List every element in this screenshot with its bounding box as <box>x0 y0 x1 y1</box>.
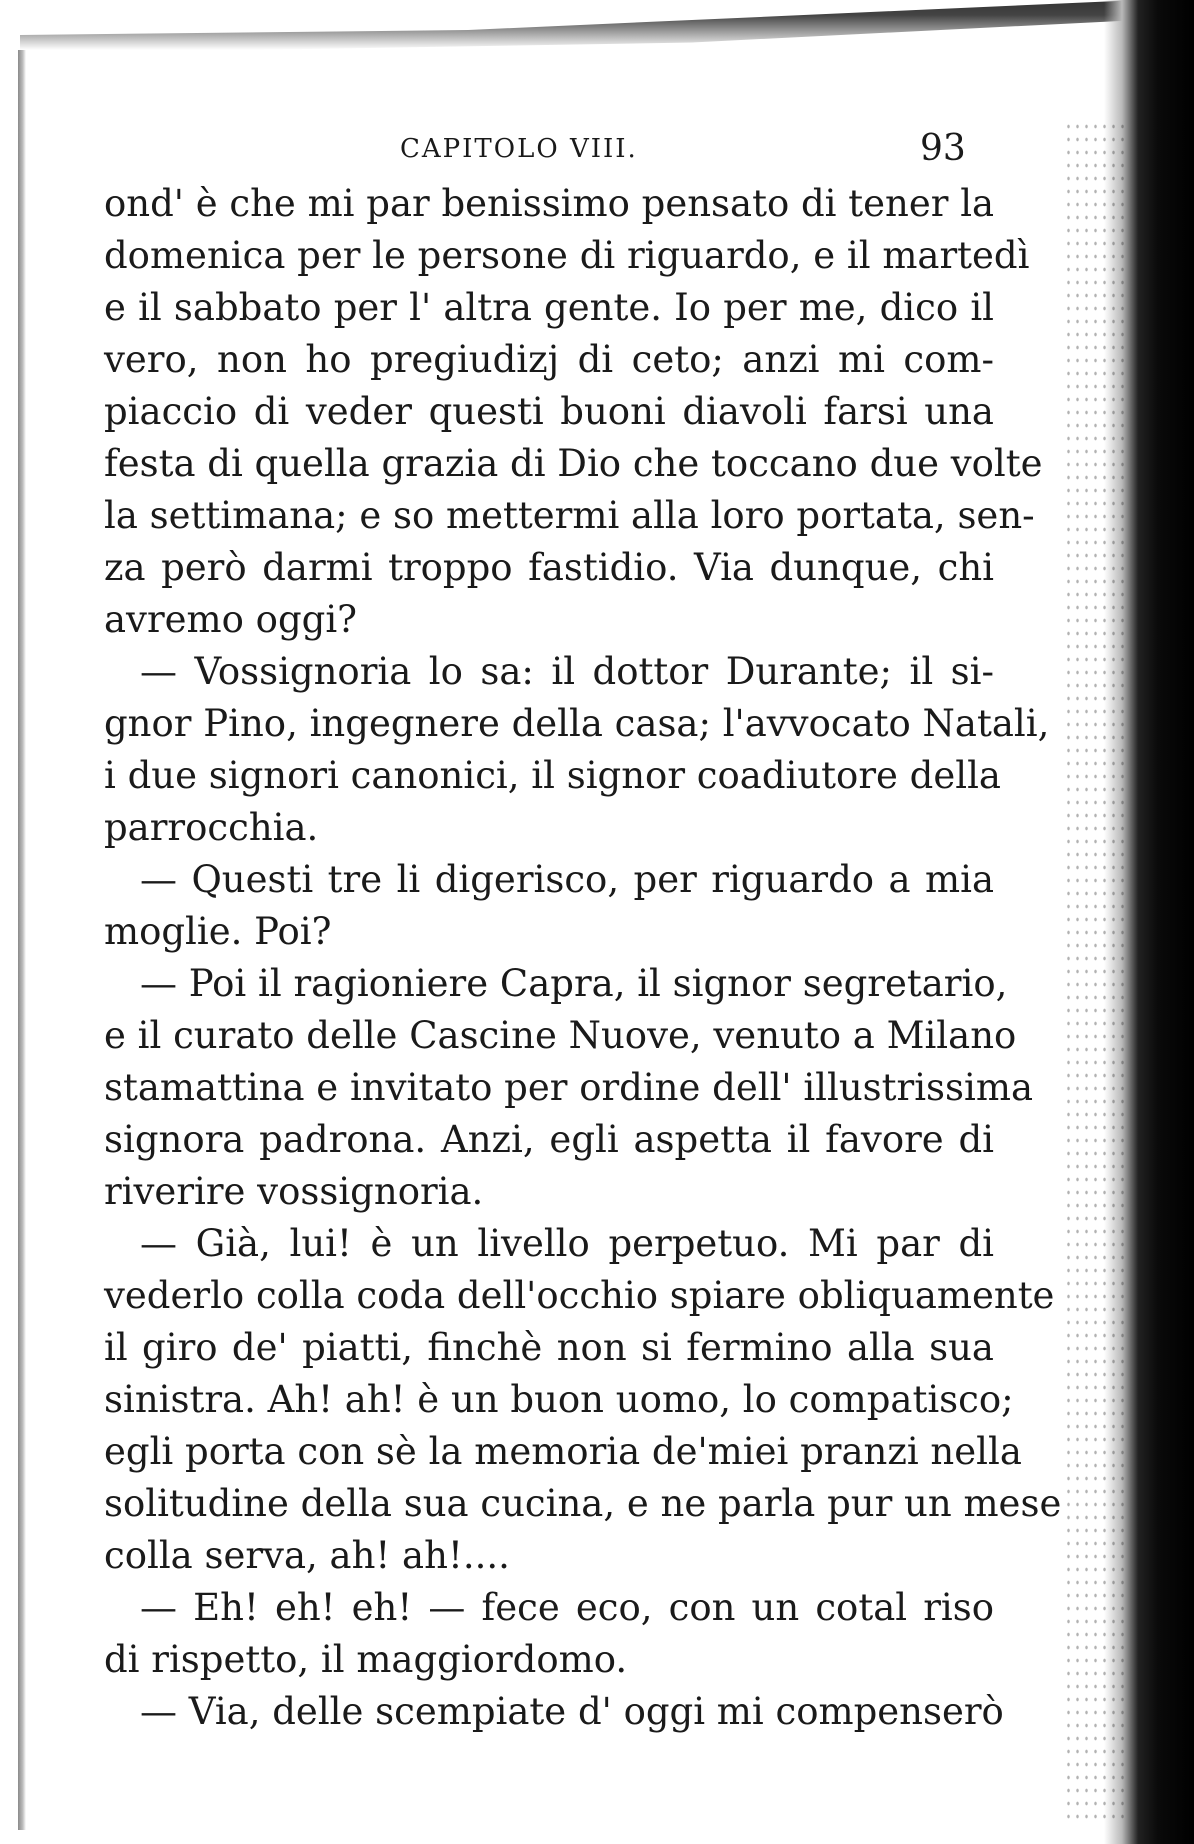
text-line: e il sabbato per l' altra gente. Io per me, dico il <box>104 286 994 329</box>
text-line: parrocchia. <box>104 806 319 849</box>
text-line: piaccio di veder questi buoni diavoli farsi una <box>104 390 994 433</box>
text-line: stamattina e invitato per ordine dell' illustrissima <box>104 1066 1034 1109</box>
text-line: — Poi il ragioniere Capra, il signor segretario, <box>140 962 1008 1005</box>
text-line: — Vossignoria lo sa: il dottor Durante; il si- <box>140 650 994 693</box>
text-line: — Questi tre li digerisco, per riguardo a mia <box>140 858 994 901</box>
text-line: e il curato delle Cascine Nuove, venuto a Milano <box>104 1014 1017 1057</box>
text-line: festa di quella grazia di Dio che toccano due volte <box>104 442 1043 485</box>
text-line: il giro de' piatti, finchè non si fermino alla sua <box>104 1326 994 1369</box>
text-line: colla serva, ah! ah!.... <box>104 1534 510 1577</box>
text-line: — Via, delle scempiate d' oggi mi compenserò <box>140 1690 1004 1733</box>
text-line: vero, non ho pregiudizj di ceto; anzi mi com- <box>104 338 994 381</box>
text-line: — Eh! eh! eh! — fece eco, con un cotal riso <box>140 1586 994 1629</box>
text-line: egli porta con sè la memoria de'miei pranzi nella <box>104 1430 1022 1473</box>
page-header <box>0 128 1040 172</box>
text-line: la settimana; e so mettermi alla loro portata, sen- <box>104 494 1035 537</box>
text-line: i due signori canonici, il signor coadiutore della <box>104 754 1001 797</box>
text-line: za però darmi troppo fastidio. Via dunque, chi <box>104 546 994 589</box>
body-text <box>104 178 1062 1738</box>
text-line: solitudine della sua cucina, e ne parla pur un mese <box>104 1482 1062 1525</box>
page-number: 93 <box>920 128 966 169</box>
scan-left-edge <box>18 50 26 1830</box>
running-head: CAPITOLO VIII. <box>400 134 638 164</box>
text-line: gnor Pino, ingegnere della casa; l'avvocato Natali, <box>104 702 1050 745</box>
text-line: riverire vossignoria. <box>104 1170 484 1213</box>
text-line: sinistra. Ah! ah! è un buon uomo, lo compatisco; <box>104 1378 1014 1421</box>
text-line: — Già, lui! è un livello perpetuo. Mi par di <box>140 1222 994 1265</box>
scan-top-edge <box>20 0 1140 50</box>
text-line: di rispetto, il maggiordomo. <box>104 1638 628 1681</box>
text-line: domenica per le persone di riguardo, e il martedì <box>104 234 1030 277</box>
text-line: vederlo colla coda dell'occhio spiare obliquamente <box>104 1274 1055 1317</box>
text-line: ond' è che mi par benissimo pensato di tener la <box>104 182 995 225</box>
scan-noise <box>1064 120 1124 1820</box>
text-line: avremo oggi? <box>104 598 357 641</box>
text-line: signora padrona. Anzi, egli aspetta il favore di <box>104 1118 994 1161</box>
text-line: moglie. Poi? <box>104 910 332 953</box>
